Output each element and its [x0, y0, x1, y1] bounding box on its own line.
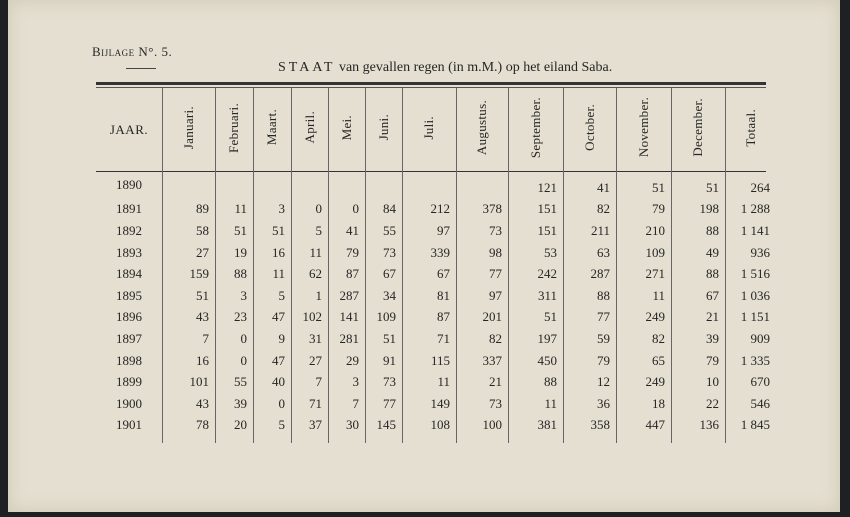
value-cell: 1 141: [740, 222, 770, 238]
value-cell: 287: [590, 266, 610, 282]
column-header-label: JAAR.: [109, 121, 149, 137]
column-header: [365, 88, 402, 171]
table-row: [96, 393, 776, 415]
value-cell: 73: [383, 374, 396, 390]
value-cell: 145: [376, 417, 396, 433]
value-cell: 34: [383, 287, 396, 303]
table-row: [96, 328, 776, 350]
value-cell: 79: [652, 201, 665, 217]
value-cell: [162, 171, 215, 199]
value-cell: 0: [278, 395, 285, 411]
value-cell: 53: [544, 244, 557, 260]
value-cell: 7: [352, 395, 359, 411]
value-cell: 271: [645, 266, 665, 282]
value-cell: 10: [706, 374, 719, 390]
appendix-label: Bijlage N°. 5.: [92, 44, 173, 59]
value-cell: 108: [430, 417, 450, 433]
value-cell: 87: [437, 309, 450, 325]
year-cell: 1894: [116, 266, 142, 282]
value-cell: 39: [706, 330, 719, 346]
column-header: [96, 88, 162, 171]
value-cell: 67: [383, 266, 396, 282]
year-cell: 1901: [116, 417, 142, 433]
value-cell: 1 845: [740, 417, 770, 433]
value-cell: 18: [652, 395, 665, 411]
column-header: [162, 88, 215, 171]
value-cell: 212: [430, 201, 450, 217]
value-cell: 121: [537, 179, 557, 195]
value-cell: 51: [544, 309, 557, 325]
value-cell: 1 151: [740, 309, 770, 325]
year-cell: 1897: [116, 330, 142, 346]
value-cell: 41: [597, 179, 610, 195]
value-cell: 5: [315, 222, 322, 238]
value-cell: 670: [750, 374, 770, 390]
appendix-underline: [126, 68, 156, 69]
value-cell: 1 036: [740, 287, 770, 303]
table-row: [96, 171, 776, 199]
value-cell: 27: [196, 244, 209, 260]
value-cell: 11: [234, 201, 247, 217]
value-cell: 11: [309, 244, 322, 260]
value-cell: 29: [346, 352, 359, 368]
value-cell: 211: [590, 222, 610, 238]
value-cell: 88: [544, 374, 557, 390]
value-cell: 98: [489, 244, 502, 260]
value-cell: 71: [309, 395, 322, 411]
value-cell: 7: [202, 330, 209, 346]
column-header-label: Januari.: [180, 105, 196, 150]
value-cell: 264: [750, 179, 770, 195]
column-header-label: Augustus.: [474, 99, 489, 156]
value-cell: 151: [537, 201, 557, 217]
value-cell: 21: [489, 374, 502, 390]
value-cell: 78: [196, 417, 209, 433]
value-cell: [402, 171, 456, 199]
value-cell: 30: [346, 417, 359, 433]
value-cell: 51: [383, 330, 396, 346]
value-cell: 37: [309, 417, 322, 433]
year-cell: 1892: [116, 222, 142, 238]
value-cell: 7: [315, 374, 322, 390]
column-header: [456, 88, 508, 171]
value-cell: 11: [272, 266, 285, 282]
value-cell: 337: [482, 352, 502, 368]
value-cell: 51: [234, 222, 247, 238]
value-cell: 51: [196, 287, 209, 303]
value-cell: 11: [544, 395, 557, 411]
column-header: [402, 88, 456, 171]
value-cell: 22: [706, 395, 719, 411]
value-cell: 936: [750, 244, 770, 260]
value-cell: 77: [489, 266, 502, 282]
value-cell: 55: [234, 374, 247, 390]
value-cell: 1 516: [740, 266, 770, 282]
column-header-label: Juli.: [421, 115, 436, 140]
column-header-label: Mei.: [338, 114, 354, 141]
value-cell: 88: [706, 266, 719, 282]
column-header: [725, 88, 776, 171]
value-cell: 55: [383, 222, 396, 238]
value-cell: 65: [652, 352, 665, 368]
table-row: [96, 242, 776, 264]
value-cell: 77: [597, 309, 610, 325]
value-cell: 97: [437, 222, 450, 238]
value-cell: 47: [272, 309, 285, 325]
value-cell: 109: [645, 244, 665, 260]
value-cell: 141: [339, 309, 359, 325]
value-cell: 63: [597, 244, 610, 260]
value-cell: 41: [346, 222, 359, 238]
value-cell: 0: [240, 352, 247, 368]
value-cell: 71: [437, 330, 450, 346]
value-cell: 115: [430, 352, 450, 368]
column-header: [328, 88, 365, 171]
column-header-label: Juni.: [375, 114, 391, 141]
value-cell: 11: [652, 287, 665, 303]
value-cell: 102: [302, 309, 322, 325]
value-cell: 67: [706, 287, 719, 303]
value-cell: 201: [482, 309, 502, 325]
value-cell: 16: [272, 244, 285, 260]
value-cell: 31: [309, 330, 322, 346]
column-header-label: April.: [301, 111, 317, 144]
table-row: [96, 285, 776, 307]
value-cell: 109: [376, 309, 396, 325]
value-cell: 89: [196, 201, 209, 217]
value-cell: 81: [437, 287, 450, 303]
year-cell: 1898: [116, 352, 142, 368]
value-cell: 20: [234, 417, 247, 433]
value-cell: 40: [272, 374, 285, 390]
value-cell: 151: [537, 222, 557, 238]
value-cell: 51: [272, 222, 285, 238]
column-header: [508, 88, 563, 171]
value-cell: 82: [597, 201, 610, 217]
value-cell: 91: [383, 352, 396, 368]
value-cell: 79: [706, 352, 719, 368]
value-cell: 39: [234, 395, 247, 411]
value-cell: 450: [537, 352, 557, 368]
value-cell: 97: [489, 287, 502, 303]
table-row: [96, 263, 776, 285]
value-cell: 311: [537, 287, 557, 303]
value-cell: 88: [706, 222, 719, 238]
column-header-label: Maart.: [264, 109, 279, 146]
column-header: [215, 88, 253, 171]
value-cell: 23: [234, 309, 247, 325]
page-title: [278, 60, 612, 76]
value-cell: 84: [383, 201, 396, 217]
column-header: [563, 88, 616, 171]
value-cell: 149: [430, 395, 450, 411]
value-cell: 1 288: [740, 201, 770, 217]
table-top-rule: [96, 82, 766, 85]
value-cell: 198: [699, 201, 719, 217]
value-cell: 159: [189, 266, 209, 282]
column-header: [671, 88, 725, 171]
year-cell: 1890: [116, 176, 142, 192]
value-cell: [253, 171, 291, 199]
value-cell: 12: [597, 374, 610, 390]
value-cell: 249: [645, 374, 665, 390]
value-cell: 3: [278, 201, 285, 217]
value-cell: 82: [489, 330, 502, 346]
value-cell: 77: [383, 395, 396, 411]
column-header-label: October.: [581, 104, 597, 151]
value-cell: 5: [278, 287, 285, 303]
value-cell: 43: [196, 309, 209, 325]
value-cell: 51: [706, 179, 719, 195]
value-cell: [291, 171, 328, 199]
value-cell: 249: [645, 309, 665, 325]
value-cell: 11: [437, 374, 450, 390]
table-row: [96, 415, 776, 437]
year-cell: 1895: [116, 287, 142, 303]
value-cell: 381: [537, 417, 557, 433]
value-cell: 67: [437, 266, 450, 282]
value-cell: 242: [537, 266, 557, 282]
year-cell: 1899: [116, 374, 142, 390]
value-cell: 0: [315, 201, 322, 217]
value-cell: 3: [240, 287, 247, 303]
value-cell: 27: [309, 352, 322, 368]
value-cell: 73: [383, 244, 396, 260]
value-cell: 36: [597, 395, 610, 411]
value-cell: 9: [278, 330, 285, 346]
value-cell: 0: [240, 330, 247, 346]
value-cell: [328, 171, 365, 199]
table-header-row: [96, 88, 776, 171]
column-header-label: Februari.: [226, 102, 241, 153]
column-header-label: Totaal.: [742, 108, 758, 147]
value-cell: 19: [234, 244, 247, 260]
value-cell: 378: [482, 201, 502, 217]
value-cell: 281: [339, 330, 359, 346]
value-cell: 210: [645, 222, 665, 238]
column-header: [616, 88, 671, 171]
value-cell: 88: [234, 266, 247, 282]
column-header: [253, 88, 291, 171]
value-cell: 447: [645, 417, 665, 433]
document-page: [8, 0, 840, 512]
value-cell: 79: [597, 352, 610, 368]
value-cell: 79: [346, 244, 359, 260]
value-cell: 3: [352, 374, 359, 390]
value-cell: 197: [537, 330, 557, 346]
table-body: [96, 171, 776, 436]
title-staat: STAAT: [278, 60, 336, 75]
value-cell: 73: [489, 222, 502, 238]
value-cell: 358: [590, 417, 610, 433]
value-cell: 136: [699, 417, 719, 433]
value-cell: 1 335: [740, 352, 770, 368]
value-cell: 82: [652, 330, 665, 346]
value-cell: 62: [309, 266, 322, 282]
table-row: [96, 307, 776, 329]
year-cell: 1900: [116, 395, 142, 411]
value-cell: 49: [706, 244, 719, 260]
value-cell: 909: [750, 330, 770, 346]
table-row: [96, 199, 776, 221]
value-cell: 100: [482, 417, 502, 433]
table-row: [96, 350, 776, 372]
column-header-label: December.: [690, 98, 705, 157]
value-cell: [215, 171, 253, 199]
value-cell: 0: [352, 201, 359, 217]
rainfall-table: [96, 88, 776, 436]
value-cell: 5: [278, 417, 285, 433]
value-cell: 73: [489, 395, 502, 411]
value-cell: 101: [189, 374, 209, 390]
value-cell: 1: [315, 287, 322, 303]
year-cell: 1893: [116, 244, 142, 260]
year-cell: 1891: [116, 201, 142, 217]
value-cell: 51: [652, 179, 665, 195]
value-cell: 546: [750, 395, 770, 411]
value-cell: [456, 171, 508, 199]
table-row: [96, 371, 776, 393]
value-cell: [365, 171, 402, 199]
value-cell: 43: [196, 395, 209, 411]
value-cell: 287: [339, 287, 359, 303]
column-header: [291, 88, 328, 171]
value-cell: 16: [196, 352, 209, 368]
table-row: [96, 220, 776, 242]
title-rest: van gevallen regen (in m.M.) op het eiland Saba.: [335, 60, 613, 75]
column-header-label: September.: [527, 96, 543, 159]
value-cell: 47: [272, 352, 285, 368]
value-cell: 59: [597, 330, 610, 346]
value-cell: 339: [430, 244, 450, 260]
value-cell: 87: [346, 266, 359, 282]
value-cell: 88: [597, 287, 610, 303]
column-header-label: November.: [635, 97, 651, 158]
value-cell: 58: [196, 222, 209, 238]
value-cell: 21: [706, 309, 719, 325]
year-cell: 1896: [116, 309, 142, 325]
